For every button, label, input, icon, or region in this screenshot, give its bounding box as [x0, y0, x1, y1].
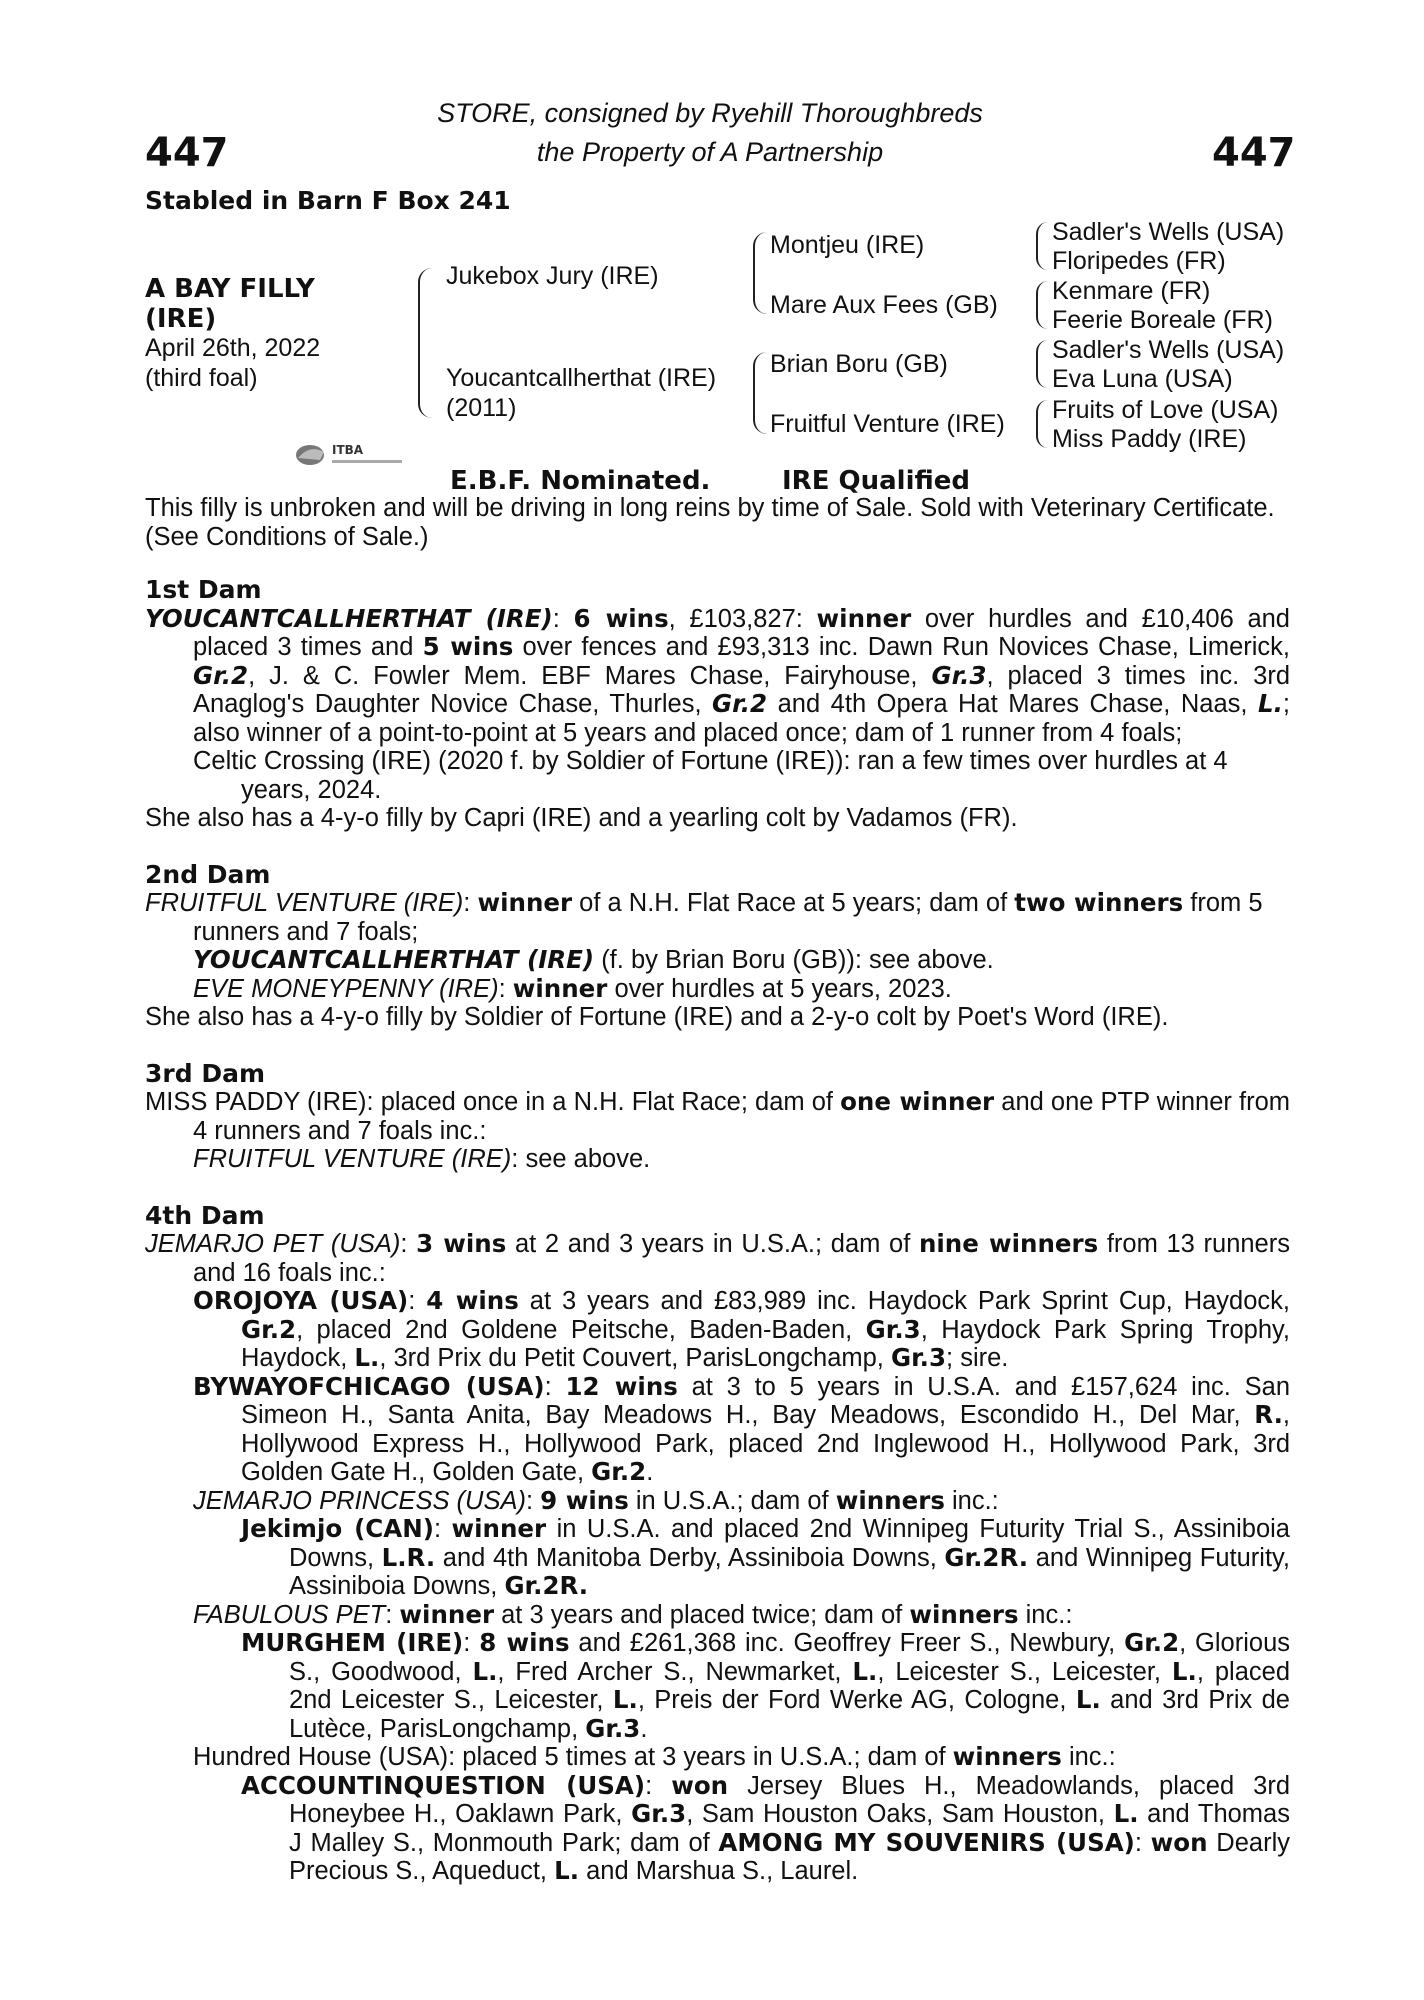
- dam1-record: YOUCANTCALLHERTHAT (IRE): 6 wins, £103,827: winner over hurdles and £10,406 and placed 3 times and 5 wins over fences and £93,313 inc. Dawn Run Novices Chase, Limerick, Gr.2, J. & C. Fowler Mem. EBF Mares Chase, Fairyhouse, Gr.3, placed 3 times inc. 3rd Anaglog's Daughter Novice Chase, Thurles, Gr.2 and 4th Opera Hat Mares Chase, Naas, L.; also winner of a point-to-point at 5 years and placed once; dam of 1 runner from 4 foals;: [145, 603, 1291, 747]
- brace-g3: [1036, 340, 1048, 388]
- grandparent-4: Feerie Boreale (FR): [1052, 306, 1273, 334]
- brace-g1: [1036, 222, 1048, 270]
- dam4-grandprogeny-accountinquestion: ACCOUNTINQUESTION (USA): won Jersey Blues H., Meadowlands, placed 3rd Honeybee H., Oaklawn Park, Gr.3, Sam Houston Oaks, Sam Houston, L. and Thomas J Malley S., Monmouth Park; dam of AMONG MY SOUVENIRS (USA): won Dearly Precious S., Aqueduct, L. and Marshua S., Laurel.: [241, 1770, 1291, 1885]
- dam4-record: JEMARJO PET (USA): 3 wins at 2 and 3 years in U.S.A.; dam of nine winners from 13 runners and 16 foals inc.:: [145, 1229, 1290, 1287]
- grandparent-5: Sadler's Wells (USA): [1052, 336, 1285, 364]
- dam-dam: Fruitful Venture (IRE): [770, 410, 1005, 438]
- consignor-line: STORE, consigned by Ryehill Thoroughbreds: [437, 98, 983, 128]
- grandparent-2: Floripedes (FR): [1052, 247, 1226, 275]
- itba-logo: [292, 440, 412, 470]
- section-2nd-dam: 2nd Dam: [145, 859, 271, 889]
- dam4-grandprogeny-jekimjo: Jekimjo (CAN): winner in U.S.A. and placed 2nd Winnipeg Futurity Trial S., Assiniboia Downs, L.R. and 4th Manitoba Derby, Assiniboia Downs, Gr.2R. and Winnipeg Futurity, Assiniboia Downs, Gr.2R.: [241, 1514, 1290, 1600]
- grandparent-1: Sadler's Wells (USA): [1052, 218, 1285, 246]
- horse-name-line2: (IRE): [145, 304, 217, 334]
- dam1-progeny-1: Celtic Crossing (IRE) (2020 f. by Soldier of Fortune (IRE)): ran a few times over hurdles at 4 years, 2024.: [193, 747, 1228, 804]
- dam4-progeny-orojoya: OROJOYA (USA): 4 wins at 3 years and £83,989 inc. Haydock Park Sprint Cup, Haydock, Gr.2, placed 2nd Goldene Peitsche, Baden-Baden, Gr.3, Haydock Park Spring Trophy, Haydock, L., 3rd Prix du Petit Couvert, ParisLongchamp, Gr.3; sire.: [193, 1286, 1290, 1372]
- section-3rd-dam: 3rd Dam: [145, 1058, 265, 1088]
- dam-year: (2011): [446, 394, 517, 422]
- sire-sire: Montjeu (IRE): [770, 231, 925, 259]
- section-4th-dam: 4th Dam: [145, 1200, 265, 1230]
- sale-note: This filly is unbroken and will be driving in long reins by time of Sale. Sold with Veterinary Certificate. (See Conditions of Sale.): [145, 494, 1275, 551]
- dam2-record: FRUITFUL VENTURE (IRE): winner of a N.H. Flat Race at 5 years; dam of two winners from 5 runners and 7 foals;: [145, 888, 1263, 946]
- catalogue-body: [145, 576, 1290, 1886]
- sire-dam: Mare Aux Fees (GB): [770, 291, 998, 319]
- dam-sire: Brian Boru (GB): [770, 350, 948, 378]
- grandparent-6: Eva Luna (USA): [1052, 365, 1233, 393]
- dam4-progeny-fabulous-pet: FABULOUS PET: winner at 3 years and placed twice; dam of winners inc.:: [193, 1599, 1073, 1629]
- ebf-nominated: E.B.F. Nominated.: [450, 466, 711, 496]
- dam4-progeny-jemarjo-princess: JEMARJO PRINCESS (USA): 9 wins in U.S.A.; dam of winners inc.:: [193, 1485, 999, 1515]
- horse-name-line1: A BAY FILLY: [145, 274, 315, 304]
- itba-logo-text: ITBA: [332, 443, 364, 457]
- lot-number-right: 447: [1212, 130, 1296, 176]
- dam4-progeny-hundred-house: Hundred House (USA): placed 5 times at 3 years in U.S.A.; dam of winners inc.:: [193, 1742, 1116, 1771]
- dam2-other-progeny: She also has a 4-y-o filly by Soldier of Fortune (IRE) and a 2-y-o colt by Poet's Word (IRE).: [145, 1003, 1169, 1031]
- property-line: the Property of A Partnership: [536, 137, 884, 167]
- pedigree-brace-sire: [753, 232, 767, 314]
- dam4-progeny-bywayofchicago: BYWAYOFCHICAGO (USA): 12 wins at 3 to 5 years in U.S.A. and £157,624 inc. San Simeon H., Santa Anita, Bay Meadows H., Bay Meadows, Escondido H., Del Mar, R., Hollywood Express H., Hollywood Park, placed 2nd Inglewood H., Hollywood Park, 3rd Golden Gate H., Golden Gate, Gr.2.: [193, 1371, 1290, 1486]
- dam4-grandprogeny-murghem: MURGHEM (IRE): 8 wins and £261,368 inc. Geoffrey Freer S., Newbury, Gr.2, Glorious S., Goodwood, L., Fred Archer S., Newmarket, L., Leicester S., Leicester, L., placed 2nd Leicester S., Leicester, L., Preis der Ford Werke AG, Cologne, L. and 3rd Prix de Lutèce, ParisLongchamp, Gr.3.: [241, 1628, 1291, 1743]
- pedigree-brace-main: [418, 268, 434, 418]
- dam3-record: MISS PADDY (IRE): placed once in a N.H. Flat Race; dam of one winner and one PTP winner from 4 runners and 7 foals inc.:: [145, 1087, 1290, 1145]
- dam3-progeny-1: FRUITFUL VENTURE (IRE): see above.: [193, 1145, 651, 1173]
- pedigree-brace-dam: [753, 352, 767, 434]
- sire: Jukebox Jury (IRE): [446, 262, 659, 290]
- stabling-info: Stabled in Barn F Box 241: [145, 186, 511, 215]
- ire-qualified: IRE Qualified: [782, 466, 971, 496]
- brace-g4: [1036, 400, 1048, 448]
- dam1-other-progeny: She also has a 4-y-o filly by Capri (IRE) and a yearling colt by Vadamos (FR).: [145, 804, 1018, 832]
- itba-logo-graphic: [292, 440, 412, 470]
- grandparent-3: Kenmare (FR): [1052, 277, 1211, 305]
- grandparent-8: Miss Paddy (IRE): [1052, 425, 1247, 453]
- section-1st-dam: 1st Dam: [145, 575, 262, 604]
- brace-g2: [1036, 281, 1048, 329]
- grandparent-7: Fruits of Love (USA): [1052, 396, 1279, 424]
- dam: Youcantcallherthat (IRE): [446, 364, 717, 392]
- lot-number-left: 447: [145, 130, 229, 176]
- dam2-progeny-1: YOUCANTCALLHERTHAT (IRE) (f. by Brian Boru (GB)): see above.: [193, 945, 994, 974]
- foaling-date: April 26th, 2022: [145, 334, 321, 362]
- dam2-progeny-2: EVE MONEYPENNY (IRE): winner over hurdles at 5 years, 2023.: [193, 973, 952, 1003]
- foal-note: (third foal): [145, 364, 258, 392]
